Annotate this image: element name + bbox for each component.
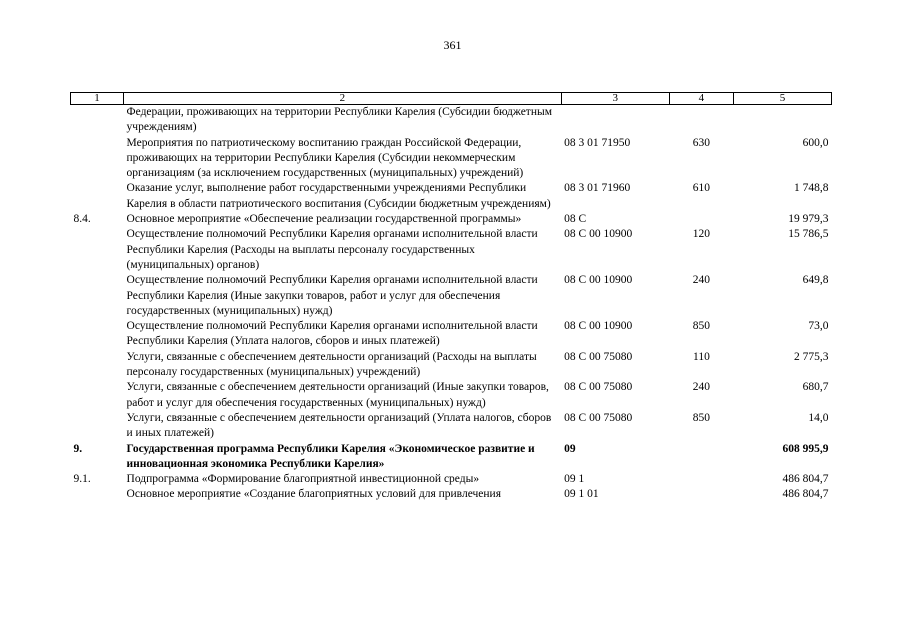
page-number: 361 [443, 38, 462, 52]
row-code: 09 [564, 442, 576, 455]
row-name: Мероприятия по патриотическому воспитанию граждан Российской Федерации, проживающих на территории Республики Карелия (Субсидии некоммерческим организациям (за исключением государственных (муниципальных) учреждений) [126, 136, 524, 180]
row-code [561, 105, 669, 136]
row-amount: 486 804,7 [782, 488, 829, 501]
table-row [71, 136, 832, 182]
row-code: 09 1 [564, 473, 585, 486]
row-number: 9. [73, 442, 83, 455]
table-row [71, 212, 832, 227]
row-number [71, 350, 124, 381]
column-header-4: 4 [669, 93, 733, 105]
row-amount: 14,0 [808, 411, 829, 424]
table-row [71, 472, 832, 487]
table-row [71, 442, 832, 473]
row-amount: 680,7 [802, 381, 829, 394]
table-row [71, 105, 832, 136]
row-number [71, 136, 124, 182]
row-expense-type [669, 105, 733, 136]
row-code: 08 3 01 71950 [564, 136, 631, 149]
table-row [71, 319, 832, 350]
row-number [71, 380, 124, 411]
row-code: 08 С 00 10900 [564, 274, 633, 287]
table-body [71, 105, 832, 503]
table-row [71, 487, 832, 502]
row-code: 08 С 00 75080 [564, 381, 633, 394]
row-code: 09 1 01 [564, 488, 599, 501]
table-row [71, 380, 832, 411]
table-row [71, 350, 832, 381]
row-expense-type: 610 [692, 182, 711, 195]
budget-table [70, 92, 832, 503]
row-name: Услуги, связанные с обеспечением деятельности организаций (Иные закупки товаров, работ и услуг для обеспечения государственных (муниципальных) нужд) [126, 381, 549, 409]
row-number: 8.4. [73, 213, 91, 226]
row-name: Услуги, связанные с обеспечением деятельности организаций (Уплата налогов, сборов и иных платежей) [126, 411, 552, 440]
row-name: Осуществление полномочий Республики Карелия органами исполнительной власти Республики Карелия (Расходы на выплаты персоналу государственных (муниципальных) органов) [126, 228, 538, 271]
row-code: 08 С 00 75080 [564, 411, 633, 424]
row-name: Осуществление полномочий Республики Карелия органами исполнительной власти Республики Карелия (Иные закупки товаров, работ и услуг для обеспечения государственных (муниципальных) нужд) [126, 274, 538, 317]
table-row [71, 273, 832, 319]
row-number [71, 105, 124, 136]
column-header-3: 3 [561, 93, 669, 105]
row-code: 08 С 00 10900 [564, 320, 633, 333]
row-code: 08 С [564, 213, 587, 226]
row-amount: 600,0 [802, 136, 829, 149]
table-row [71, 411, 832, 442]
row-amount: 73,0 [808, 320, 829, 333]
row-expense-type [669, 442, 733, 473]
row-expense-type: 630 [692, 136, 711, 149]
row-number: 9.1. [73, 473, 91, 486]
table-row [71, 227, 832, 273]
row-number [71, 319, 124, 350]
row-amount [734, 105, 832, 136]
row-expense-type: 240 [692, 274, 711, 287]
column-header-5: 5 [734, 93, 832, 105]
row-name: Основное мероприятие «Обеспечение реализации государственной программы» [126, 213, 522, 226]
row-expense-type: 850 [692, 320, 711, 333]
row-code: 08 С 00 10900 [564, 228, 633, 241]
row-number [71, 411, 124, 442]
row-expense-type: 120 [692, 228, 711, 241]
row-name: Подпрограмма «Формирование благоприятной инвестиционной среды» [126, 473, 480, 486]
row-amount: 649,8 [802, 274, 829, 287]
row-name: Услуги, связанные с обеспечением деятельности организаций (Расходы на выплаты персоналу государственных (муниципальных) учреждений) [126, 350, 537, 379]
row-name: Государственная программа Республики Карелия «Экономическое развитие и инновационная экономика Республики Карелия» [126, 442, 535, 470]
row-expense-type: 850 [692, 411, 711, 424]
row-amount: 19 979,3 [788, 213, 829, 226]
row-number [71, 487, 124, 502]
row-amount: 15 786,5 [788, 228, 829, 241]
row-expense-type [669, 212, 733, 227]
row-name: Федерации, проживающих на территории Республики Карелия (Субсидии бюджетным учреждениям) [126, 106, 552, 134]
row-expense-type [669, 472, 733, 487]
row-amount: 608 995,9 [782, 442, 829, 455]
column-header-2: 2 [124, 93, 562, 105]
row-expense-type [669, 487, 733, 502]
row-number [71, 273, 124, 319]
row-name: Оказание услуг, выполнение работ государственными учреждениями Республики Карелия в области патриотического воспитания (Субсидии бюджетным учреждениям) [126, 182, 551, 210]
row-name: Осуществление полномочий Республики Карелия органами исполнительной власти Республики Карелия (Уплата налогов, сборов и иных платежей) [126, 320, 538, 348]
row-amount: 486 804,7 [782, 473, 829, 486]
table-row [71, 181, 832, 212]
column-header-1: 1 [71, 93, 124, 105]
row-code: 08 3 01 71960 [564, 182, 631, 195]
row-expense-type: 110 [693, 350, 710, 363]
row-number [71, 181, 124, 212]
table-header [71, 93, 832, 105]
row-expense-type: 240 [692, 381, 711, 394]
row-number [71, 227, 124, 273]
row-amount: 1 748,8 [794, 182, 829, 195]
row-name: Основное мероприятие «Создание благоприятных условий для привлечения [126, 488, 501, 501]
row-amount: 2 775,3 [794, 350, 829, 363]
row-code: 08 С 00 75080 [564, 350, 633, 363]
header-row [71, 93, 832, 105]
